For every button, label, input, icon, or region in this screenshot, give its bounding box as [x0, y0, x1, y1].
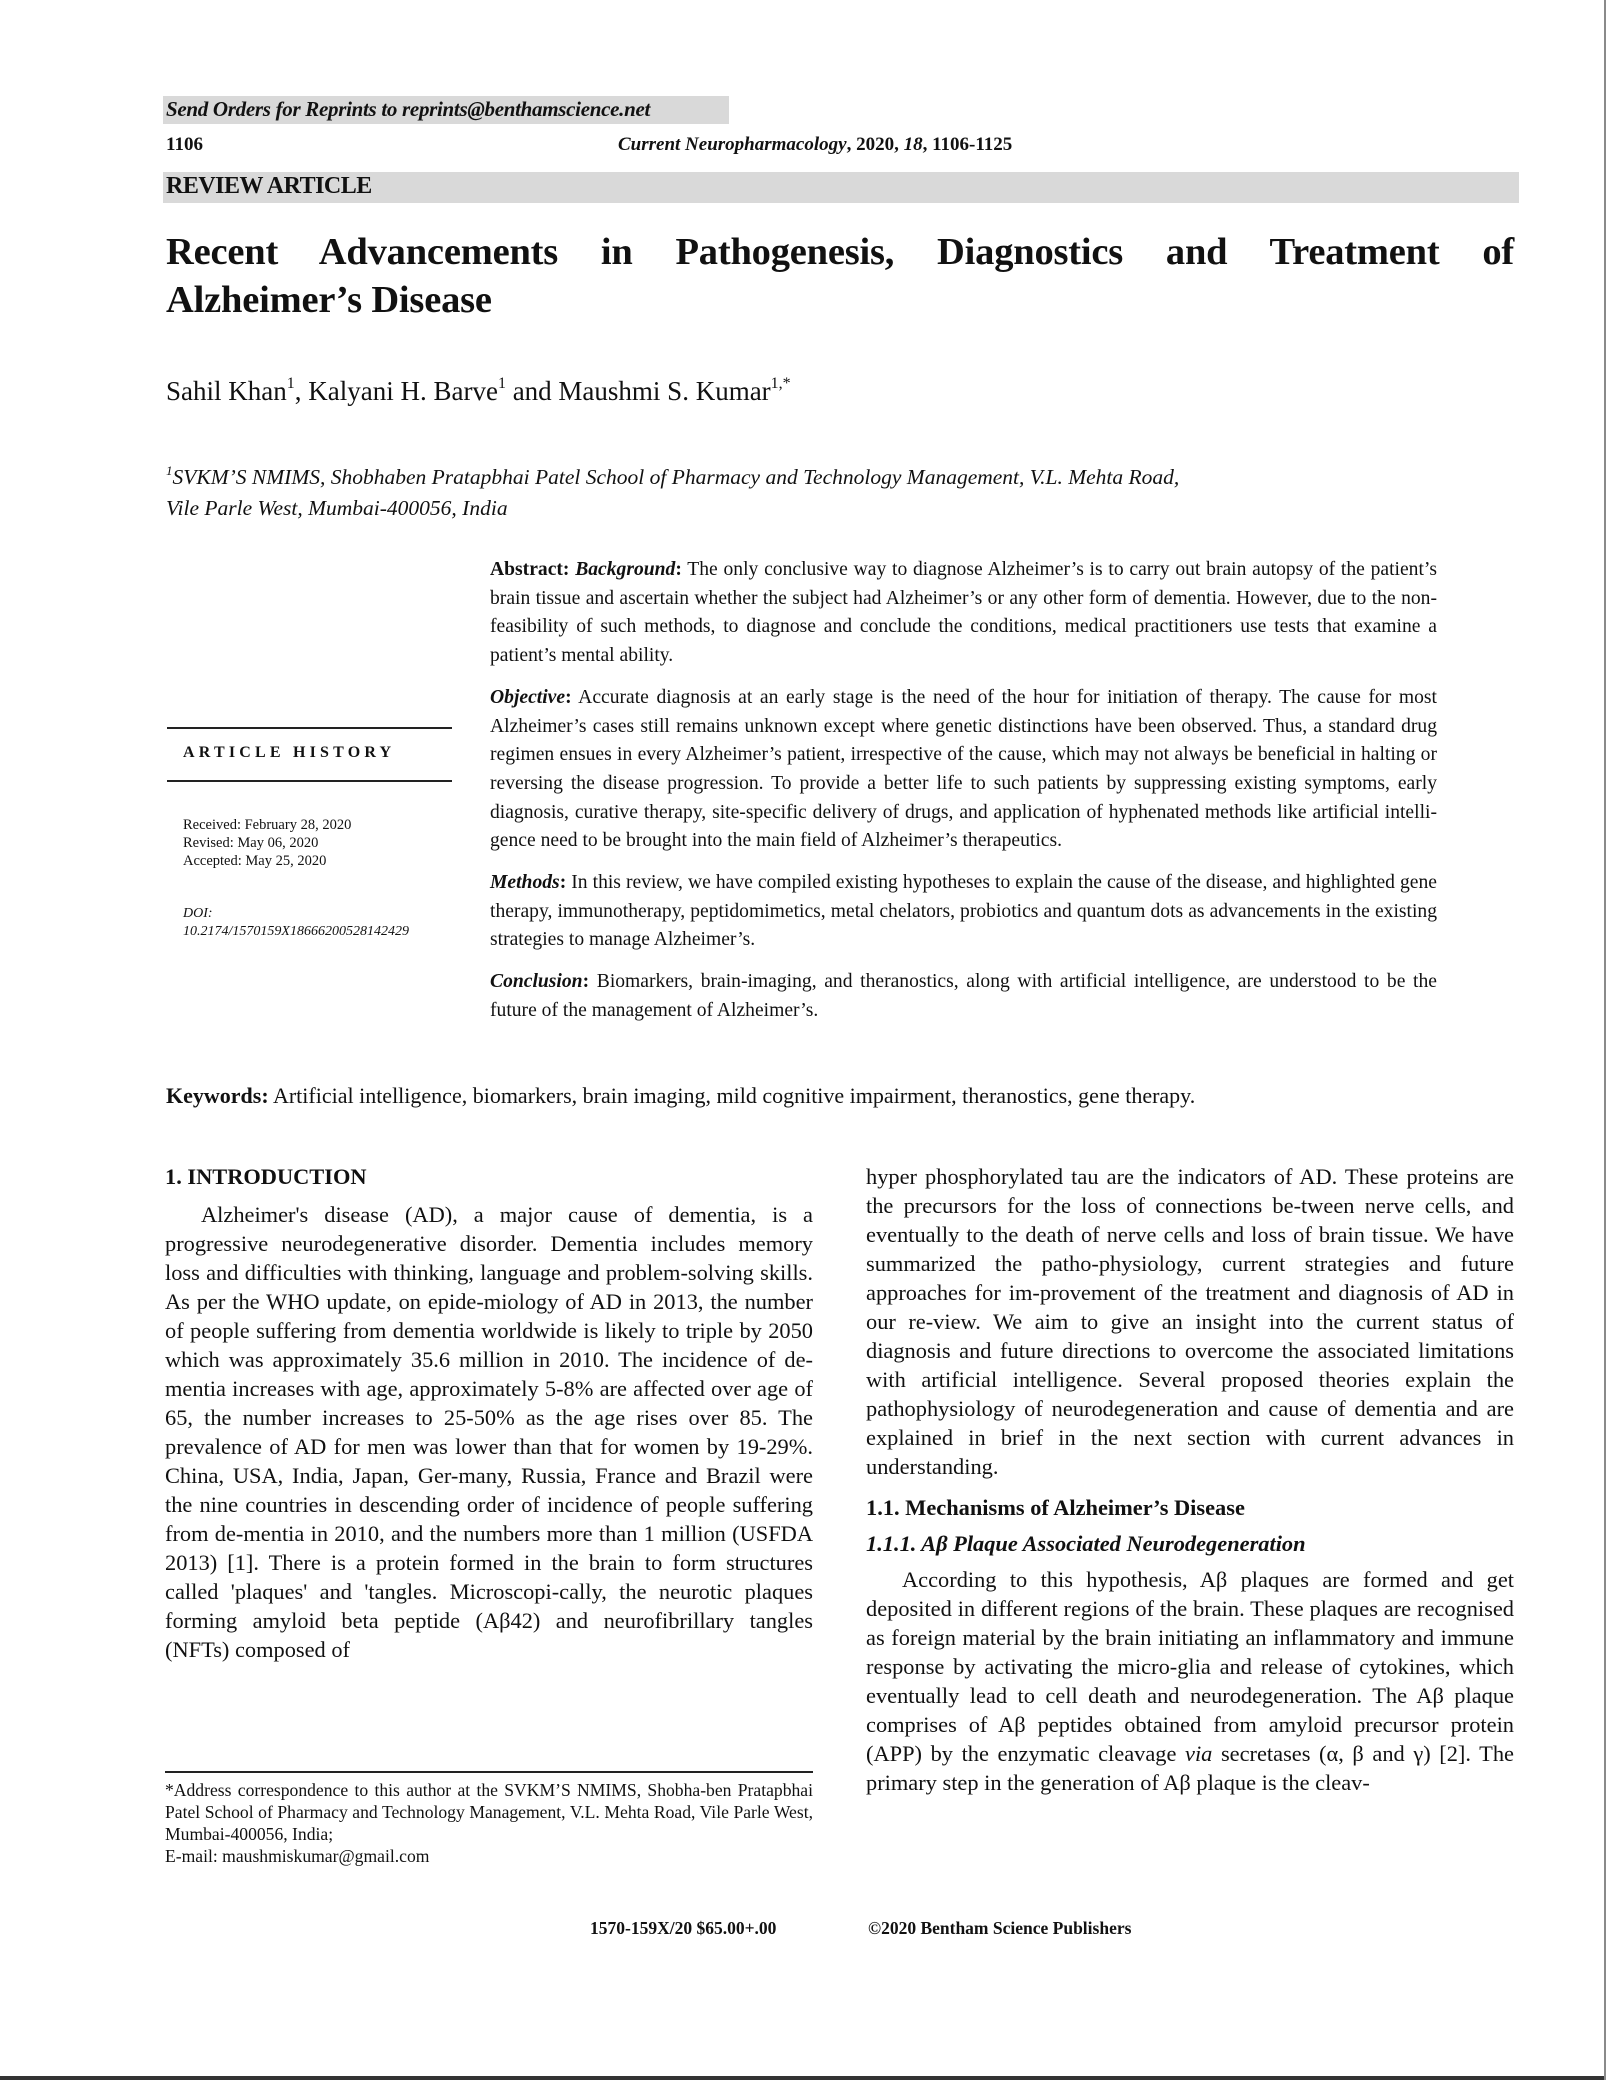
intro-paragraph: Alzheimer's disease (AD), a major cause of dementia, is a progressive neurodegenerative disorder. Dementia includes memory loss and difficulties with thinking, language and problem-solving skills. As per the WHO update, on epide-miology of AD in 2013, the number of people suffering from dementia worldwide is likely to triple by 2050 which was approximately 35.6 million in 2010. The incidence of de-mentia increases with age, approximately 5-8% are affected over age of 65, the number increases to 25-50% as the age rises over 85. The prevalence of AD for men was lower than that for women by 19-29%. China, USA, India, Japan, Ger-many, Russia, France and Brazil were the nine countries in descending order of incidence of people suffering from de-mentia in 2010, and the numbers more than 1 million (USFDA 2013) [1]. There is a protein formed in the brain to form structures called 'plaques' and 'tangles. Microscopi-cally, the neurotic plaques forming amyloid beta peptide (Aβ42) and neurofibrillary tangles (NFTs) composed of: [165, 1202, 813, 1662]
author-name: Maushmi S. Kumar: [558, 376, 771, 406]
intro-paragraph-continued: hyper phosphorylated tau are the indicators of AD. These proteins are the precursors for the loss of connections be-tween nerve cells, and eventually to the death of nerve cells and loss of brain tissue. We have summarized the patho-physiology, current strategies and future approaches for im-provement of the treatment and diagnosis of AD in our re-view. We aim to give an insight into the current status of diagnosis and future directions to overcome the associated limitations with artificial intelligence. Several proposed theories explain the pathophysiology of neurodegeneration and cause of dementia and are explained in brief in the next section with current advances in understanding.: [866, 1164, 1514, 1479]
page-number: 1106: [166, 134, 203, 155]
journal-year: , 2020,: [846, 134, 904, 155]
plaque-text-part2: secretases (α, β and γ) [2]. The primary step in the generation of Aβ plaque is the cleav-: [866, 1741, 1514, 1795]
journal-volume: 18: [903, 134, 923, 155]
label-colon: :: [582, 971, 590, 993]
abstract: [490, 556, 1437, 1039]
body-column-left: [165, 1162, 813, 1664]
methods-text: In this review, we have compiled existing hypotheses to explain the cause of the disease, and highlighted gene therapy, immunotherapy, peptidomimetics, metal chelators, probiotics and quantum dots as advancements in the existing strategies to manage Alzheimer’s.: [490, 872, 1437, 951]
doi: [183, 905, 409, 941]
revised-date: Revised: May 06, 2020: [183, 835, 319, 851]
affiliation: [166, 462, 1436, 524]
plaque-text-part1: According to this hypothesis, Aβ plaques are formed and get deposited in different regions of the brain. These plaques are recognised as foreign material by the brain initiating an inflammatory and immune response by activating the micro-glia and release of cytokines, which eventually lead to cell death and neurodegeneration. The Aβ plaque comprises of Aβ peptides obtained from amyloid precursor protein (APP) by the enzymatic cleavage: [866, 1567, 1514, 1766]
doi-link[interactable]: 10.2174/1570159X18666200528142429: [183, 924, 409, 939]
author-name: Sahil Khan: [166, 376, 287, 406]
plaque-text-via: via: [1185, 1741, 1213, 1766]
objective-label: Objective: [490, 686, 566, 708]
subsubsection-heading-plaque: 1.1.1. Aβ Plaque Associated Neurodegeneration: [866, 1531, 1306, 1556]
keywords: [166, 1083, 1195, 1109]
footnote-address: *Address correspondence to this author at the SVKM’S NMIMS, Shobha-ben Pratapbhai Patel School of Pharmacy and Technology Management, V.L. Mehta Road, Vile Parle West, Mumbai-400056, India;: [165, 1780, 813, 1844]
label-colon: :: [559, 872, 567, 894]
journal-name: Current Neuropharmacology: [618, 134, 847, 155]
author-separator: ,: [294, 376, 309, 406]
abstract-conclusion: [490, 968, 1437, 1025]
article-title-line1: Recent Advancements in Pathogenesis, Diagnostics and Treatment of: [166, 231, 1514, 273]
abstract-methods: [490, 869, 1437, 955]
journal-citation: [618, 134, 1012, 156]
article-history-title: ARTICLE HISTORY: [183, 744, 396, 761]
author-list: [166, 376, 791, 407]
affiliation-mark: 1: [166, 463, 173, 478]
subsection-heading-mechanisms: 1.1. Mechanisms of Alzheimer’s Disease: [866, 1495, 1245, 1520]
section-heading-introduction: 1. INTRODUCTION: [165, 1164, 367, 1189]
reprint-notice: Send Orders for Reprints to reprints@benthamscience.net: [166, 97, 651, 121]
footer-issn-price: 1570-159X/20 $65.00+.00: [590, 1918, 777, 1938]
conclusion-label: Conclusion: [490, 971, 583, 993]
author-name: Kalyani H. Barve: [308, 376, 498, 406]
label-colon: :: [565, 686, 572, 708]
history-rule-bottom: [167, 780, 452, 782]
history-rule-top: [167, 727, 452, 729]
affiliation-line1: SVKM’S NMIMS, Shobhaben Pratapbhai Patel School of Pharmacy and Technology Management, V.L. Mehta Road,: [172, 465, 1180, 489]
article-title: [166, 228, 1514, 324]
plaque-paragraph: [866, 1565, 1514, 1797]
conclusion-text: Biomarkers, brain-imaging, and theranostics, along with artificial intelligence, are understood to be the future of the management of Alzheimer’s.: [490, 971, 1437, 1021]
body-column-right: [866, 1162, 1514, 1797]
background-label: Background: [575, 559, 676, 580]
abstract-label: Abstract:: [490, 559, 570, 580]
author-affiliation-mark: 1: [286, 375, 295, 392]
background-text: The only conclusive way to diagnose Alzheimer’s is to carry out brain autopsy of the patient’s brain tissue and ascertain whether the subject had Alzheimer’s or any other form of dementia. However, due to the non-feasibility of such methods, to diagnose and conclude the conditions, medical practitioners use tests that examine a patient’s mental ability.: [490, 559, 1437, 667]
author-separator: and: [505, 376, 559, 406]
footnote-email[interactable]: E-mail: maushmiskumar@gmail.com: [165, 1846, 430, 1866]
affiliation-line2: Vile Parle West, Mumbai-400056, India: [166, 496, 508, 520]
label-colon: :: [675, 559, 682, 580]
methods-label: Methods: [490, 872, 560, 894]
objective-text: Accurate diagnosis at an early stage is the need of the hour for initiation of therapy. The cause for most Alzheimer’s cases still remains unknown except where genetic distinctions have been observed. Thus, a standard drug regimen ensues in every Alzheimer’s patient, irrespective of the cause, which may not always be beneficial in halting or reversing the disease progression. To provide a better life to such patients by suppressing existing symptoms, early diagnosis, curative therapy, site-specific delivery of drugs, and application of hyphenated methods like artificial intelli-gence need to be brought into the main field of Alzheimer’s therapeutics.: [490, 686, 1437, 852]
article-title-line2: Alzheimer’s Disease: [166, 279, 492, 321]
footnote-rule: [165, 1771, 813, 1773]
received-date: Received: February 28, 2020: [183, 817, 352, 833]
article-type: REVIEW ARTICLE: [166, 173, 372, 199]
author-affiliation-mark: 1,*: [770, 375, 791, 392]
author-affiliation-mark: 1: [497, 375, 506, 392]
keywords-label: Keywords:: [166, 1083, 269, 1108]
abstract-objective: [490, 684, 1437, 856]
article-history-dates: [183, 816, 351, 870]
correspondence-footnote: [165, 1779, 813, 1867]
page-bottom-border: [0, 2076, 1606, 2080]
keywords-text: Artificial intelligence, biomarkers, brain imaging, mild cognitive impairment, theranostics, gene therapy.: [272, 1083, 1196, 1108]
doi-label: DOI:: [183, 906, 213, 921]
abstract-background: [490, 556, 1437, 671]
footer-copyright: ©2020 Bentham Science Publishers: [868, 1918, 1132, 1938]
journal-pages: , 1106-1125: [922, 134, 1013, 155]
accepted-date: Accepted: May 25, 2020: [183, 853, 327, 869]
